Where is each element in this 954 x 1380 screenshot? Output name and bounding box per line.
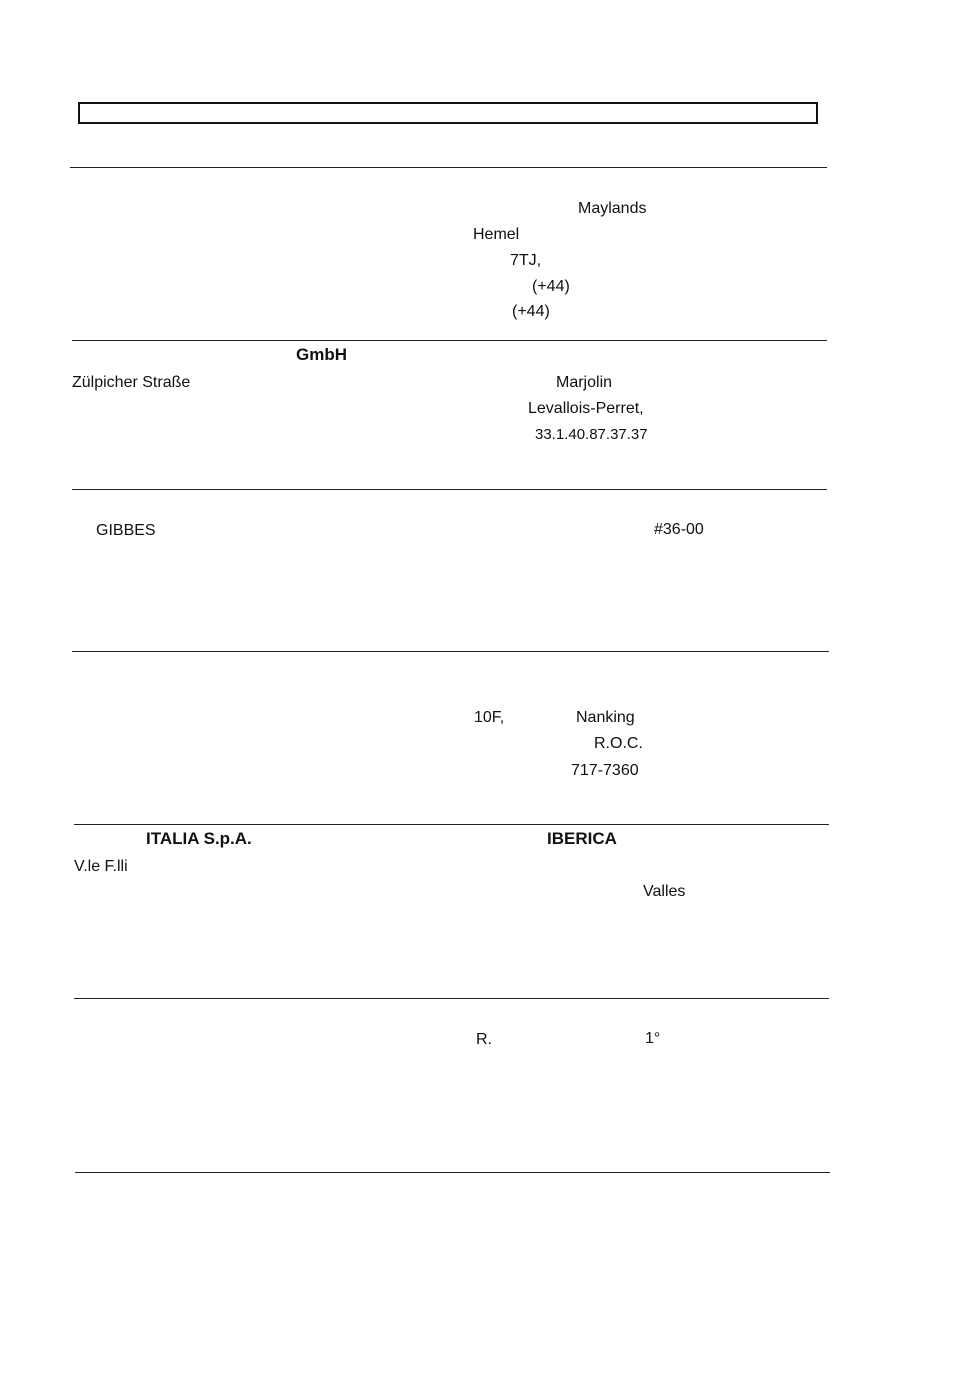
- divider: [74, 998, 829, 999]
- germany-company-name: GmbH: [296, 345, 347, 364]
- divider: [72, 651, 829, 652]
- portugal-street: R.: [476, 1031, 492, 1048]
- header-box: [78, 102, 818, 124]
- uk-postcode: 7TJ,: [510, 252, 542, 269]
- spain-city: Valles: [643, 883, 686, 900]
- singapore-company-name: GIBBES: [96, 522, 156, 539]
- uk-address-line-1: Maylands: [578, 200, 647, 217]
- divider: [72, 489, 827, 490]
- spain-company-name: IBERICA: [547, 829, 617, 848]
- france-city: Levallois-Perret,: [528, 400, 644, 417]
- italy-company-name: ITALIA S.p.A.: [146, 829, 252, 848]
- portugal-floor: 1°: [645, 1030, 661, 1047]
- taiwan-road: Nanking: [576, 709, 635, 726]
- taiwan-floor: 10F,: [474, 709, 505, 726]
- germany-street: Zülpicher Straße: [72, 374, 191, 391]
- singapore-unit: #36-00: [654, 521, 704, 538]
- france-phone: 33.1.40.87.37.37: [535, 426, 648, 443]
- uk-address-line-2: Hemel: [473, 226, 520, 243]
- uk-phone: (+44): [532, 278, 570, 295]
- divider: [70, 167, 827, 168]
- taiwan-country: R.O.C.: [594, 735, 643, 752]
- divider: [75, 1172, 830, 1173]
- divider: [72, 340, 827, 341]
- divider: [74, 824, 829, 825]
- france-street: Marjolin: [556, 374, 613, 391]
- taiwan-phone: 717-7360: [571, 762, 639, 779]
- italy-street: V.le F.lli: [74, 858, 128, 875]
- uk-fax: (+44): [512, 303, 550, 320]
